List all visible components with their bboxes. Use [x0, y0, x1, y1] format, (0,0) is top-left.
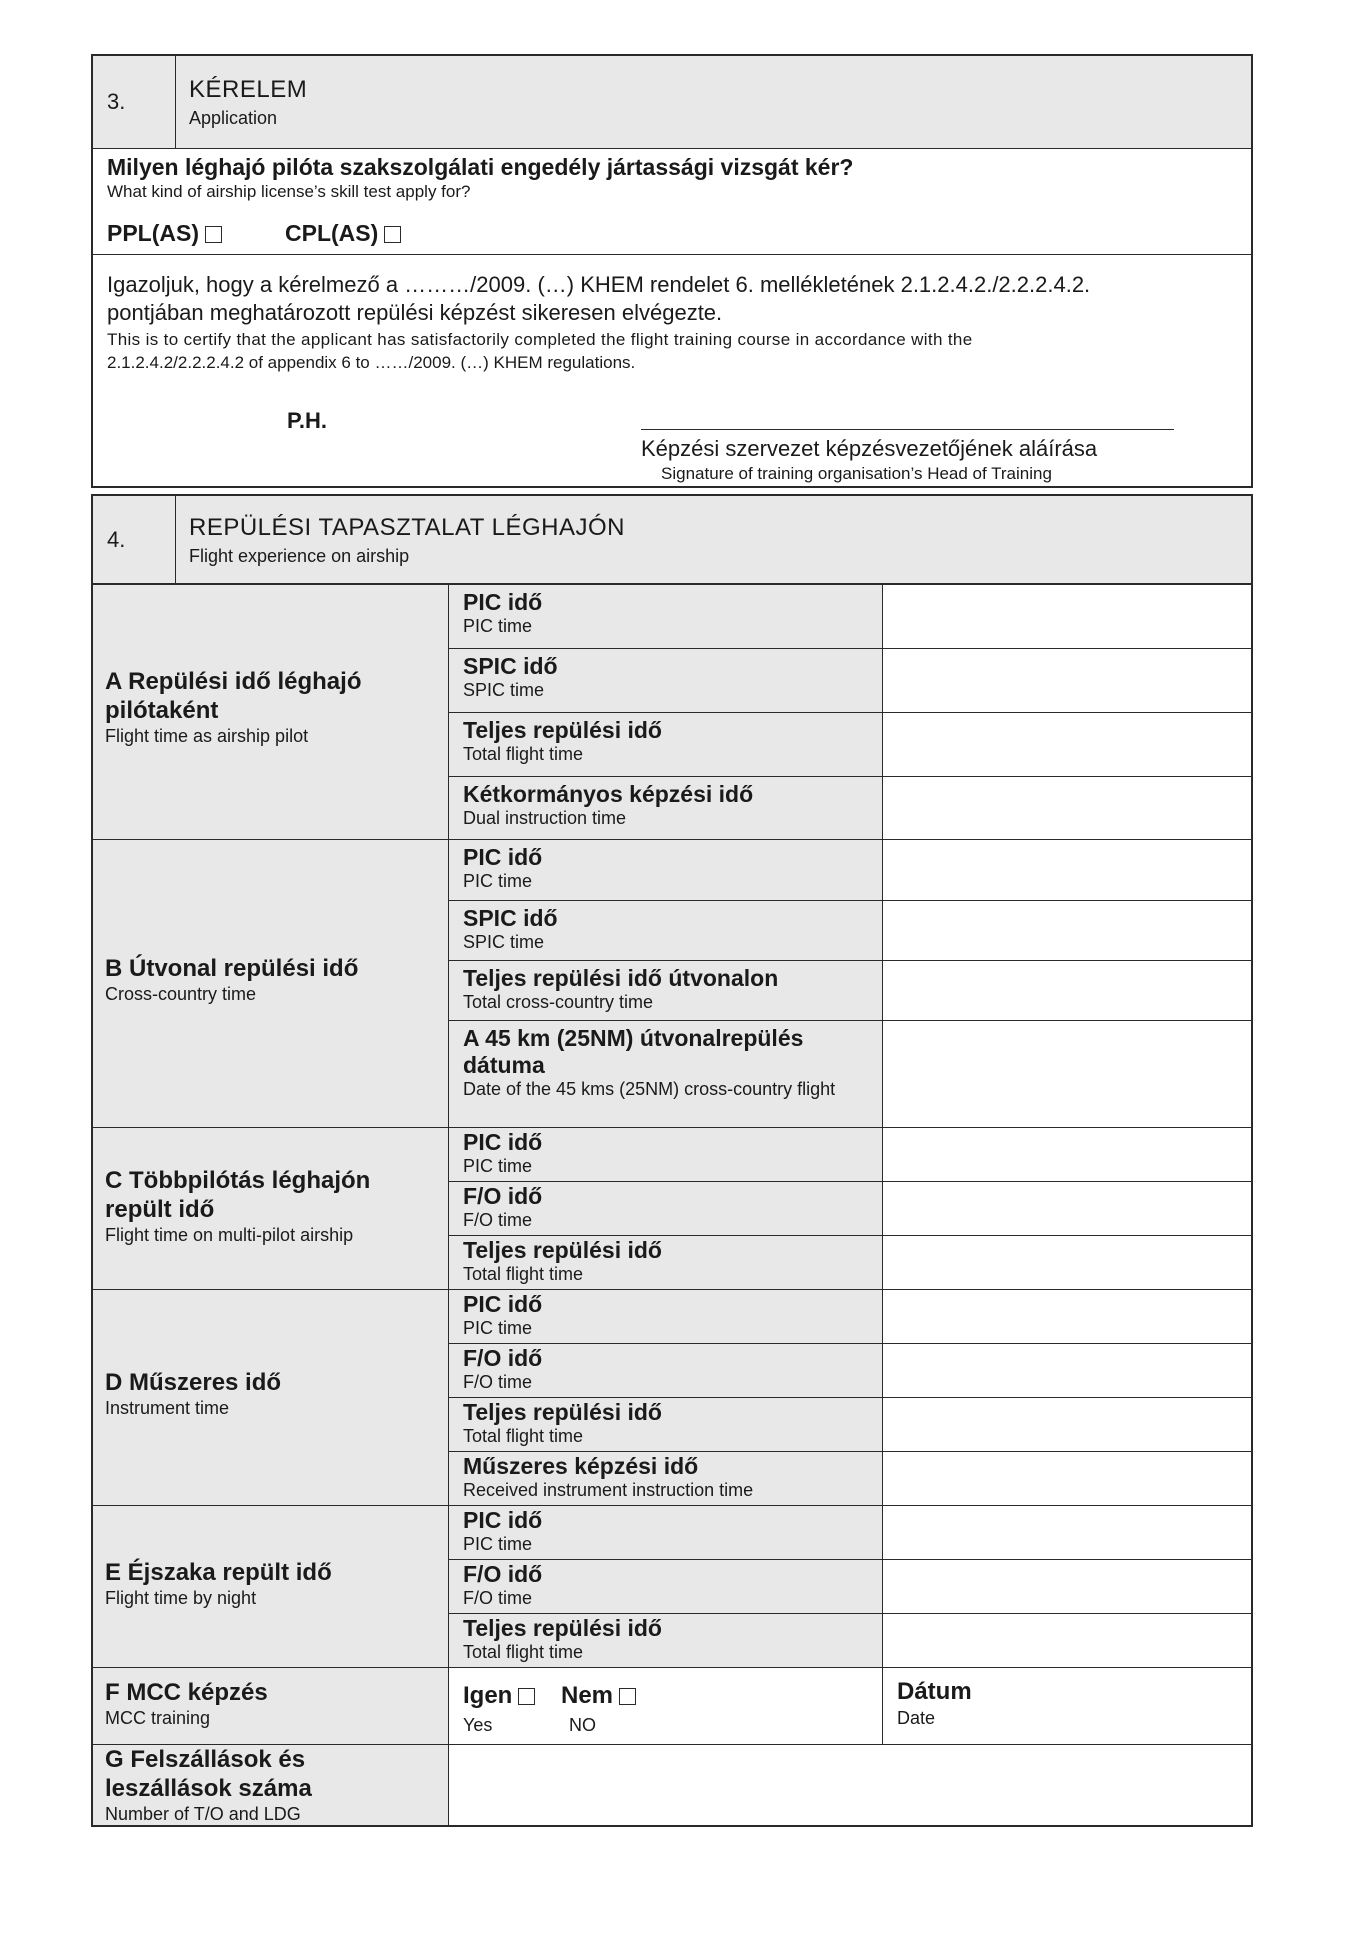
flight-experience-table — [91, 583, 1253, 1827]
row-label-hu: PIC idő — [463, 1291, 543, 1317]
row-label — [449, 1398, 883, 1452]
value-field[interactable] — [883, 1398, 1251, 1452]
option-cpl — [285, 220, 401, 247]
value-field[interactable] — [883, 1128, 1251, 1182]
row-label — [449, 649, 883, 713]
section-title: KÉRELEM — [189, 76, 308, 103]
category-label-en: Instrument time — [105, 1398, 230, 1418]
category-g — [93, 1745, 449, 1825]
mcc-no — [561, 1682, 636, 1710]
row-label — [449, 1452, 883, 1506]
value-field[interactable] — [883, 1182, 1251, 1236]
row-label-hu: Kétkormányos képzési idő — [463, 781, 754, 807]
category-label: E Éjszaka repült idő — [105, 1559, 332, 1586]
category-label: G Felszállások és leszállások száma — [105, 1746, 312, 1802]
value-field[interactable] — [883, 585, 1251, 649]
value-field[interactable] — [883, 1290, 1251, 1344]
row-label-en: Total cross-country time — [463, 992, 654, 1012]
category-b — [93, 840, 449, 1128]
row-label-en: F/O time — [463, 1210, 533, 1230]
mcc-options — [449, 1668, 883, 1745]
option-ppl — [107, 220, 222, 247]
row-label-hu: SPIC idő — [463, 905, 558, 931]
row-label-en: PIC time — [463, 1156, 533, 1176]
value-field[interactable] — [883, 1452, 1251, 1506]
signature-label-en: Signature of training organisation’s Head of Training — [661, 464, 1052, 483]
row-label-hu: PIC idő — [463, 844, 543, 870]
certification-text-hu-1: Igazoljuk, hogy a kérelmező a ………/2009. (…) KHEM rendelet 6. mellékletének 2.1.2.4.2./2.2.2.4.2. — [107, 272, 1091, 297]
row-label — [449, 1290, 883, 1344]
row-label — [449, 1236, 883, 1290]
row-label — [449, 1021, 883, 1128]
tol-count-field[interactable] — [449, 1745, 1251, 1825]
certification-text-en-2: 2.1.2.4.2/2.2.2.4.2 of appendix 6 to ……/2009. (…) KHEM regulations. — [107, 353, 636, 372]
row-label-hu: Teljes repülési idő — [463, 1237, 662, 1263]
row-label-hu: PIC idő — [463, 1129, 543, 1155]
row-label-en: PIC time — [463, 871, 533, 891]
row-label-hu: PIC idő — [463, 1507, 543, 1533]
category-e — [93, 1506, 449, 1668]
date-label: Dátum — [897, 1678, 972, 1705]
mcc-yes-label: Igen — [463, 1682, 513, 1709]
row-label-hu: Teljes repülési idő — [463, 1615, 662, 1641]
license-question-en: What kind of airship license’s skill test apply for? — [107, 182, 471, 201]
row-label-en: Total flight time — [463, 1642, 584, 1662]
value-field[interactable] — [883, 1344, 1251, 1398]
row-label — [449, 1128, 883, 1182]
stamp-label: P.H. — [287, 408, 327, 433]
row-label — [449, 840, 883, 901]
row-label-hu: F/O idő — [463, 1345, 543, 1371]
row-label — [449, 1614, 883, 1668]
value-field[interactable] — [883, 1560, 1251, 1614]
section-subtitle: Application — [189, 108, 278, 128]
mcc-yes — [463, 1682, 535, 1710]
date-label-en: Date — [897, 1708, 936, 1728]
row-label — [449, 1560, 883, 1614]
row-label-en: F/O time — [463, 1372, 533, 1392]
certification-text-en-1: This is to certify that the applicant has satisfactorily completed the flight training course in accordance with the — [107, 330, 973, 349]
row-label — [449, 713, 883, 777]
category-label-en: Flight time on multi-pilot airship — [105, 1225, 354, 1245]
value-field[interactable] — [883, 1236, 1251, 1290]
row-label-en: Total flight time — [463, 744, 584, 764]
row-label-en: F/O time — [463, 1588, 533, 1608]
row-label-en: Dual instruction time — [463, 808, 627, 828]
value-field[interactable] — [883, 1506, 1251, 1560]
row-label-hu: Teljes repülési idő — [463, 717, 662, 743]
row-label-en: Date of the 45 kms (25NM) cross-country flight — [463, 1079, 836, 1099]
row-label-en: SPIC time — [463, 932, 545, 952]
section-3-header — [93, 56, 1251, 148]
value-field[interactable] — [883, 1021, 1251, 1128]
mcc-date-field[interactable] — [883, 1668, 1251, 1745]
category-a — [93, 585, 449, 840]
value-field[interactable] — [883, 901, 1251, 961]
section-number: 4. — [93, 496, 176, 583]
category-d — [93, 1290, 449, 1506]
ppl-checkbox[interactable] — [205, 226, 222, 243]
mcc-no-en: NO — [569, 1715, 596, 1735]
row-label-en: SPIC time — [463, 680, 545, 700]
category-label: A Repülési idő léghajó pilótaként — [105, 668, 362, 724]
signature-label: Képzési szervezet képzésvezetőjének aláírása — [641, 436, 1098, 461]
category-label: F MCC képzés — [105, 1679, 268, 1706]
value-field[interactable] — [883, 1614, 1251, 1668]
category-c — [93, 1128, 449, 1290]
mcc-yes-checkbox[interactable] — [518, 1688, 535, 1705]
category-label-en: Flight time by night — [105, 1588, 257, 1608]
category-label-en: Flight time as airship pilot — [105, 726, 309, 746]
category-label-en: Cross-country time — [105, 984, 257, 1004]
row-label-hu: Műszeres képzési idő — [463, 1453, 699, 1479]
row-label-en: PIC time — [463, 1534, 533, 1554]
option-cpl-label: CPL(AS) — [285, 220, 379, 246]
signature-line — [641, 429, 1174, 430]
value-field[interactable] — [883, 649, 1251, 713]
cpl-checkbox[interactable] — [384, 226, 401, 243]
category-label: C Többpilótás léghajón repült idő — [105, 1167, 371, 1223]
value-field[interactable] — [883, 961, 1251, 1021]
section-number: 3. — [93, 56, 176, 148]
category-label: B Útvonal repülési idő — [105, 955, 359, 982]
category-label-en: MCC training — [105, 1708, 211, 1728]
row-label-hu: F/O idő — [463, 1561, 543, 1587]
category-label-en: Number of T/O and LDG — [105, 1804, 301, 1824]
mcc-no-label: Nem — [561, 1682, 614, 1709]
section-3 — [91, 54, 1253, 488]
row-label-hu: PIC idő — [463, 589, 543, 615]
row-label — [449, 1182, 883, 1236]
row-label — [449, 585, 883, 649]
row-label-en: PIC time — [463, 1318, 533, 1338]
value-field[interactable] — [883, 777, 1251, 840]
row-label — [449, 961, 883, 1021]
row-label-hu: Teljes repülési idő útvonalon — [463, 965, 779, 991]
license-question: Milyen léghajó pilóta szakszolgálati engedély jártassági vizsgát kér? — [107, 154, 854, 180]
row-label — [449, 901, 883, 961]
option-ppl-label: PPL(AS) — [107, 220, 199, 246]
row-label — [449, 777, 883, 840]
row-label-hu: SPIC idő — [463, 653, 558, 679]
section-subtitle: Flight experience on airship — [189, 546, 410, 566]
value-field[interactable] — [883, 713, 1251, 777]
mcc-yes-en: Yes — [463, 1715, 493, 1735]
section-4-header — [91, 494, 1253, 585]
row-label-en: Total flight time — [463, 1264, 584, 1284]
mcc-no-checkbox[interactable] — [619, 1688, 636, 1705]
row-label-hu: A 45 km (25NM) útvonalrepülés dátuma — [463, 1025, 804, 1078]
row-label-en: PIC time — [463, 616, 533, 636]
row-label — [449, 1344, 883, 1398]
category-f — [93, 1668, 449, 1745]
row-label — [449, 1506, 883, 1560]
row-label-hu: Teljes repülési idő — [463, 1399, 662, 1425]
value-field[interactable] — [883, 840, 1251, 901]
row-label-hu: F/O idő — [463, 1183, 543, 1209]
row-label-en: Received instrument instruction time — [463, 1480, 754, 1500]
section-title: REPÜLÉSI TAPASZTALAT LÉGHAJÓN — [189, 514, 625, 541]
certification-text-hu-2: pontjában meghatározott repülési képzést sikeresen elvégezte. — [107, 300, 723, 325]
row-label-en: Total flight time — [463, 1426, 584, 1446]
category-label: D Műszeres idő — [105, 1369, 282, 1396]
